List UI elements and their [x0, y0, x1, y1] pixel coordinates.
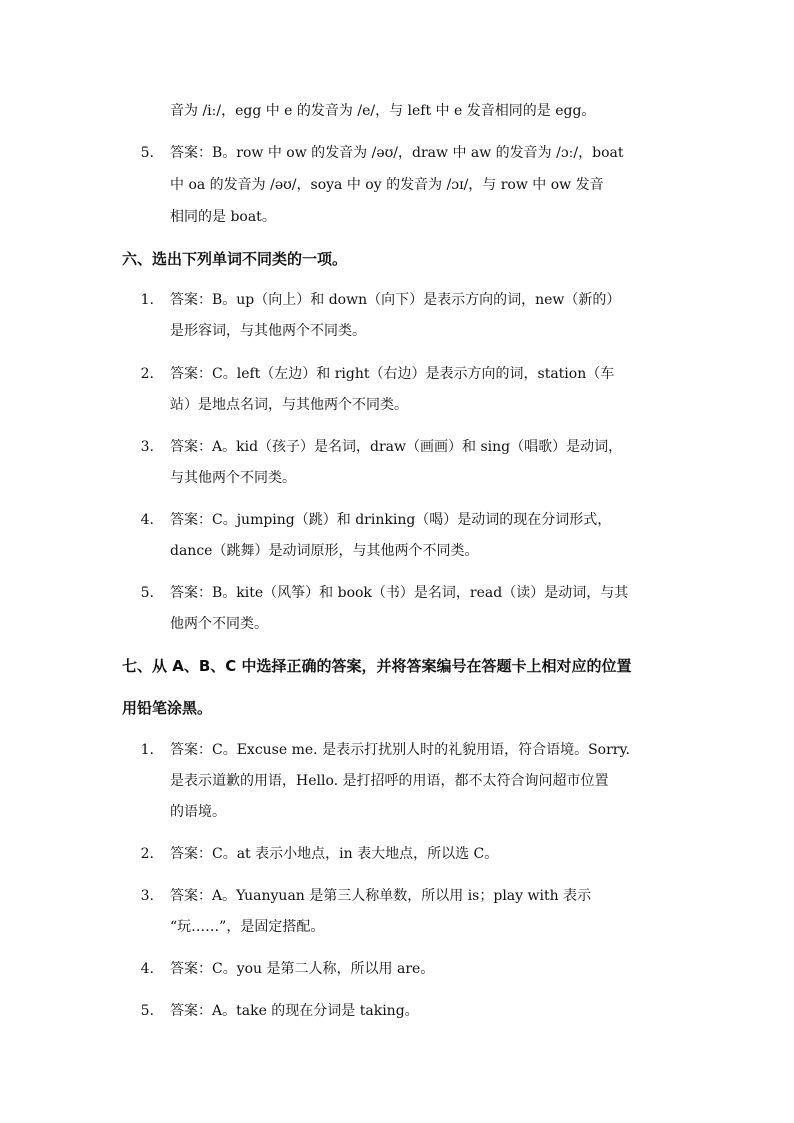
item-number: 1. — [140, 292, 154, 308]
answer-line: 站）是地点名词，与其他两个不同类。 — [170, 397, 408, 413]
answer-line: 答案：B。row 中 ow 的发音为 /əʊ/，draw 中 aw 的发音为 /ɔː/，boat — [170, 145, 624, 161]
answer-line: 与其他两个不同类。 — [170, 470, 296, 486]
item-number: 5. — [140, 145, 154, 161]
answer-line: 答案：C。left（左边）和 right（右边）是表示方向的词，station（车 — [170, 366, 615, 382]
item-number: 2. — [140, 846, 154, 862]
answer-line: “玩……”，是固定搭配。 — [170, 919, 325, 935]
item-number: 5. — [140, 1003, 154, 1019]
answer-line: 答案：A。take 的现在分词是 taking。 — [170, 1003, 419, 1019]
item-number: 4. — [140, 512, 154, 528]
answer-line: 答案：C。jumping（跳）和 drinking（喝）是动词的现在分词形式， — [170, 512, 612, 528]
item-number: 3. — [140, 439, 154, 455]
answer-line: 答案：A。kid（孩子）是名词，draw（画画）和 sing（唱歌）是动词， — [170, 439, 623, 455]
item-number: 3. — [140, 888, 154, 904]
section-heading: 六、选出下列单词不同类的一项。 — [122, 250, 348, 268]
answer-line: dance（跳舞）是动词原形，与其他两个不同类。 — [170, 543, 479, 559]
section-heading-continued: 用铅笔涂黑。 — [122, 699, 213, 717]
continued-text-line: 音为 /iː/，egg 中 e 的发音为 /e/，与 left 中 e 发音相同的是 egg。 — [170, 103, 596, 119]
item-number: 5. — [140, 585, 154, 601]
answer-line: 他两个不同类。 — [170, 616, 268, 632]
answer-line: 答案：C。you 是第二人称，所以用 are。 — [170, 961, 435, 977]
answer-line: 的语境。 — [170, 804, 226, 820]
answer-line: 答案：B。up（向上）和 down（向下）是表示方向的词，new（新的） — [170, 292, 621, 308]
answer-line: 是表示道歉的用语，Hello. 是打招呼的用语，都不太符合询问超市位置 — [170, 773, 609, 789]
answer-line: 相同的是 boat。 — [170, 209, 276, 225]
answer-line: 中 oa 的发音为 /əʊ/，soya 中 oy 的发音为 /ɔɪ/，与 row 中 ow 发音 — [170, 177, 604, 193]
item-number: 2. — [140, 366, 154, 382]
answer-line: 答案：B。kite（风筝）和 book（书）是名词，read（读）是动词，与其 — [170, 585, 629, 601]
answer-line: 是形容词，与其他两个不同类。 — [170, 323, 366, 339]
item-number: 1. — [140, 742, 154, 758]
answer-line: 答案：C。Excuse me. 是表示打扰别人时的礼貌用语，符合语境。Sorry. — [170, 742, 630, 758]
answer-line: 答案：A。Yuanyuan 是第三人称单数，所以用 is；play with 表示 — [170, 888, 592, 904]
section-heading: 七、从 A、B、C 中选择正确的答案，并将答案编号在答题卡上相对应的位置 — [122, 657, 632, 675]
item-number: 4. — [140, 961, 154, 977]
answer-line: 答案：C。at 表示小地点，in 表大地点，所以选 C。 — [170, 846, 499, 862]
